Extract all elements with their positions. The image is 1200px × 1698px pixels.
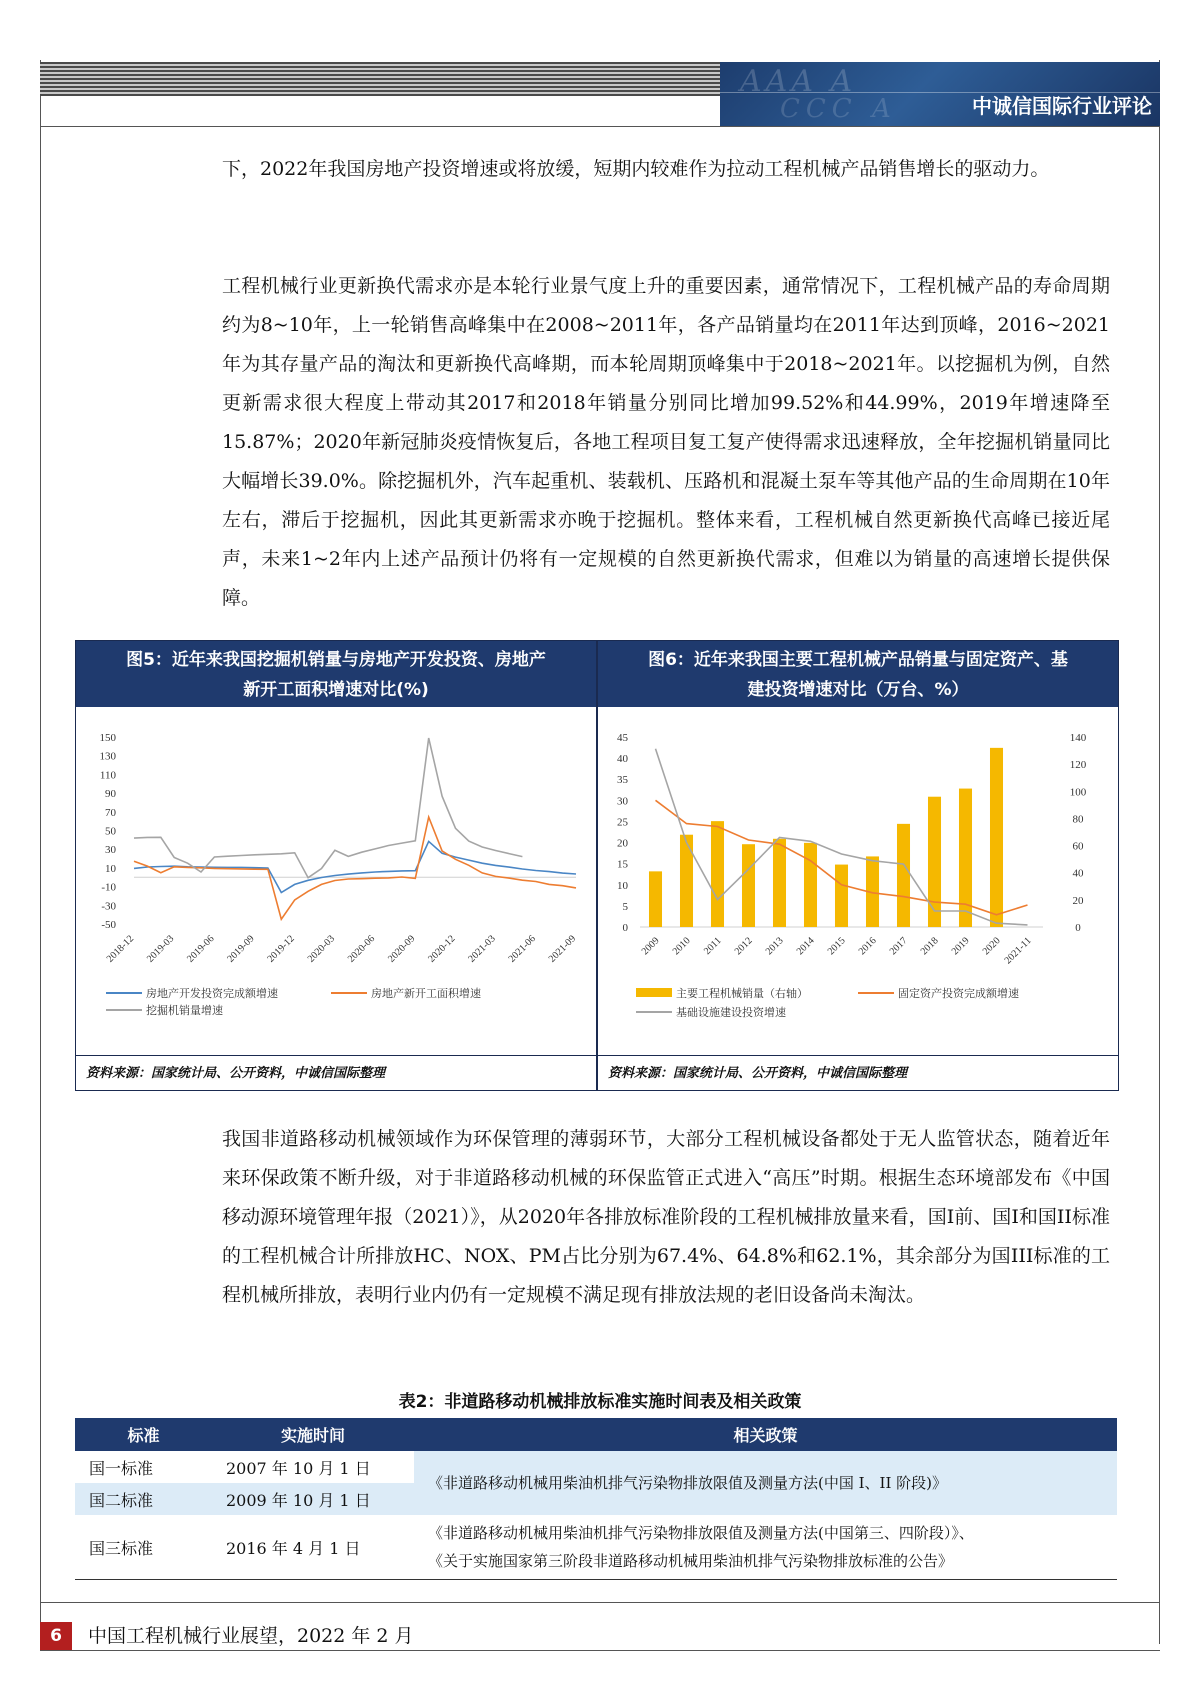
x-tick-label: 2010 (670, 935, 693, 958)
table-policy-line: 《非道路移动机械用柴油机排气污染物排放限值及测量方法(中国第三、四阶段）》、 (428, 1524, 974, 1542)
y-left-tick-label: 0 (622, 922, 628, 934)
y-right-tick-label: 0 (1075, 922, 1081, 934)
x-tick-label: 2020-12 (426, 933, 458, 965)
figure-6-title (598, 641, 1118, 707)
legend-label: 基础设施建设投资增速 (676, 1006, 786, 1019)
header-stripes (40, 62, 720, 96)
y-tick-label: -30 (101, 900, 116, 913)
x-tick-label: 2021-06 (506, 933, 538, 965)
paragraph-replacement-demand: 工程机械行业更新换代需求亦是本轮行业景气度上升的重要因素，通常情况下，工程机械产品的寿命周期约为8~10年，上一轮销售高峰集中在2008~2011年，各产品销量均在2011年达到顶峰，2016~2021年为其存量产品的淘汰和更新换代高峰期，而本轮周期顶峰集中于2018~2021年。以挖掘机为例，自然更新需求很大程度上带动其2017和2018年销量分别同比增加99.52%和44.99%，2019年增速降至15.87%；2020年新冠肺炎疫情恢复后，各地工程项目复工复产使得需求迅速释放，全年挖掘机销量同比大幅增长39.0%。除挖掘机外，汽车起重机、装载机、压路机和混凝土泵车等其他产品的生命周期在10年左右，滞后于挖掘机，因此其更新需求亦晚于挖掘机。整体来看，工程机械自然更新换代高峰已接近尾声，未来1~2年内上述产品预计仍将有一定规模的自然更新换代需求，但难以为销量的高速增长提供保障。 (222, 275, 1110, 609)
figure-panel (75, 640, 1119, 1091)
legend-label: 房地产开发投资完成额增速 (146, 987, 278, 1000)
y-tick-label: -50 (101, 919, 116, 931)
y-left-tick-label: 5 (622, 900, 628, 913)
header-divider (40, 126, 1160, 127)
x-tick-label: 2018-12 (104, 933, 137, 965)
figure-5-title-line1: 图5：近年来我国挖掘机销量与房地产开发投资、房地产 (126, 650, 546, 670)
y-tick-label: -10 (101, 881, 116, 894)
x-tick-label: 2016 (856, 935, 879, 958)
y-left-tick-label: 40 (617, 753, 628, 766)
table-cell-date: 2009 年 10 月 1 日 (226, 1490, 371, 1510)
table-header-date: 实施时间 (212, 1418, 414, 1451)
x-tick-label: 2011 (701, 935, 724, 958)
footer-divider (40, 1602, 1160, 1603)
y-right-tick-label: 80 (1072, 813, 1084, 826)
y-tick-label: 70 (105, 806, 116, 819)
x-tick-label: 2020-03 (305, 933, 338, 965)
bar-2012 (742, 844, 755, 927)
table-header-standard: 标准 (75, 1418, 212, 1451)
x-tick-label: 2014 (794, 935, 817, 958)
x-tick-label: 2020-06 (345, 933, 378, 965)
figure-5-source: 资料来源：国家统计局、公开资料，中诚信国际整理 (76, 1055, 596, 1090)
y-tick-label: 130 (99, 750, 116, 763)
table-cell-standard: 国二标准 (89, 1490, 154, 1510)
legend-label: 主要工程机械销量（右轴） (676, 987, 808, 1000)
y-tick-label: 50 (105, 825, 116, 838)
bar-2011 (711, 821, 724, 927)
figure-5-title (76, 641, 596, 707)
footer-text: 中国工程机械行业展望，2022 年 2 月 (88, 1625, 414, 1647)
bar-2009 (649, 871, 662, 927)
table-2-title: 表2：非道路移动机械排放标准实施时间表及相关政策 (398, 1392, 802, 1412)
y-right-tick-label: 140 (1069, 732, 1087, 744)
x-tick-label: 2020-09 (386, 933, 418, 965)
x-tick-label: 2015 (825, 935, 848, 958)
series-line-newstart (134, 817, 576, 919)
x-tick-label: 2021-09 (546, 933, 579, 965)
table-header-row (75, 1418, 1117, 1451)
y-tick-label: 90 (105, 788, 116, 801)
table-cell-policy (414, 1515, 1117, 1580)
bar-2014 (804, 843, 817, 927)
bar-2020 (990, 748, 1003, 927)
y-right-tick-label: 120 (1069, 759, 1087, 772)
header-ghost-letters-2: CCC A (780, 94, 897, 124)
footer-bottom-line (40, 1650, 1160, 1651)
x-tick-label: 2019-03 (144, 933, 177, 965)
x-tick-label: 2020 (980, 935, 1003, 958)
legend-swatch (636, 988, 672, 997)
figure-5-title-line2: 新开工面积增速对比(%) (243, 680, 429, 700)
table-header-policy: 相关政策 (414, 1418, 1117, 1451)
y-tick-label: 150 (99, 732, 116, 744)
y-tick-label: 110 (99, 769, 116, 782)
table-row (75, 1515, 1117, 1580)
x-tick-label: 2019-12 (265, 933, 297, 965)
table-cell-standard: 国三标准 (89, 1538, 154, 1558)
x-tick-label: 2018 (918, 935, 941, 958)
paragraph-emission-standards: 我国非道路移动机械领域作为环保管理的薄弱环节，大部分工程机械设备都处于无人监管状态，随着近年来环保政策不断升级，对于非道路移动机械的环保监管正式进入“高压”时期。根据生态环境部发布《中国移动源环境管理年报（2021）》，从2020年各排放标准阶段的工程机械排放量来看，国I前、国I和国II标准的工程机械合计所排放HC、NOX、PM占比分别为67.4%、64.8%和62.1%，其余部分为国III标准的工程机械所排放，表明行业内仍有一定规模不满足现有排放法规的老旧设备尚未淘汰。 (222, 1128, 1110, 1306)
table-cell-standard: 国一标准 (89, 1458, 154, 1478)
figure-6-title-line1: 图6：近年来我国主要工程机械产品销量与固定资产、基 (648, 650, 1068, 670)
figure-6-source: 资料来源：国家统计局、公开资料，中诚信国际整理 (598, 1055, 1118, 1090)
emission-standards-table (75, 1418, 1117, 1580)
page-number: 6 (40, 1622, 72, 1650)
table-cell-policy: 《非道路移动机械用柴油机排气污染物排放限值及测量方法(中国 I、II 阶段)》 (414, 1451, 1117, 1515)
header-ghost-letters: AAA A (740, 64, 857, 99)
series-line-invest (134, 841, 576, 892)
y-left-tick-label: 15 (617, 858, 628, 871)
table-cell-date: 2016 年 4 月 1 日 (226, 1538, 361, 1558)
bar-2017 (897, 824, 910, 927)
legend-label: 固定资产投资完成额增速 (898, 987, 1019, 1000)
x-tick-label: 2017 (887, 935, 910, 958)
table-row (75, 1451, 1117, 1483)
y-left-tick-label: 35 (617, 774, 628, 787)
y-left-tick-label: 30 (617, 795, 628, 808)
figure-6-title-line2: 建投资增速对比（万台、%） (747, 680, 969, 700)
x-tick-label: 2021-03 (466, 933, 498, 965)
table-cell-date: 2007 年 10 月 1 日 (226, 1458, 371, 1478)
x-tick-label: 2013 (763, 935, 786, 958)
y-right-tick-label: 60 (1072, 840, 1084, 853)
y-right-tick-label: 40 (1072, 867, 1084, 880)
bar-2013 (773, 839, 786, 927)
y-right-tick-label: 100 (1069, 786, 1087, 799)
legend-label: 挖掘机销量增速 (146, 1004, 223, 1017)
legend-label: 房地产新开工面积增速 (371, 987, 481, 1000)
y-left-tick-label: 20 (617, 837, 628, 850)
bar-2018 (928, 797, 941, 927)
y-left-tick-label: 10 (617, 879, 628, 892)
y-tick-label: 30 (105, 844, 116, 857)
y-left-tick-label: 45 (617, 732, 628, 744)
bar-2010 (680, 835, 693, 927)
figure-6-combo-chart (598, 707, 1118, 1055)
header-title: 中诚信国际行业评论 (972, 94, 1152, 118)
y-left-tick-label: 25 (617, 816, 628, 829)
x-tick-label: 2021-11 (1002, 935, 1034, 967)
x-tick-label: 2009 (639, 935, 662, 958)
series-line-excavator (134, 738, 522, 878)
paragraph-real-estate: 下，2022年我国房地产投资增速或将放缓，短期内较难作为拉动工程机械产品销售增长的驱动力。 (222, 158, 1050, 180)
x-tick-label: 2012 (732, 935, 755, 958)
figure-5-line-chart (76, 707, 596, 1055)
y-tick-label: 10 (105, 862, 116, 875)
y-right-tick-label: 20 (1072, 894, 1084, 907)
x-tick-label: 2019-09 (225, 933, 257, 965)
bar-2015 (835, 865, 848, 927)
table-policy-line: 《关于实施国家第三阶段非道路移动机械用柴油机排气污染物排放标准的公告》 (428, 1552, 954, 1570)
x-tick-label: 2019-06 (185, 933, 217, 965)
x-tick-label: 2019 (949, 935, 972, 958)
